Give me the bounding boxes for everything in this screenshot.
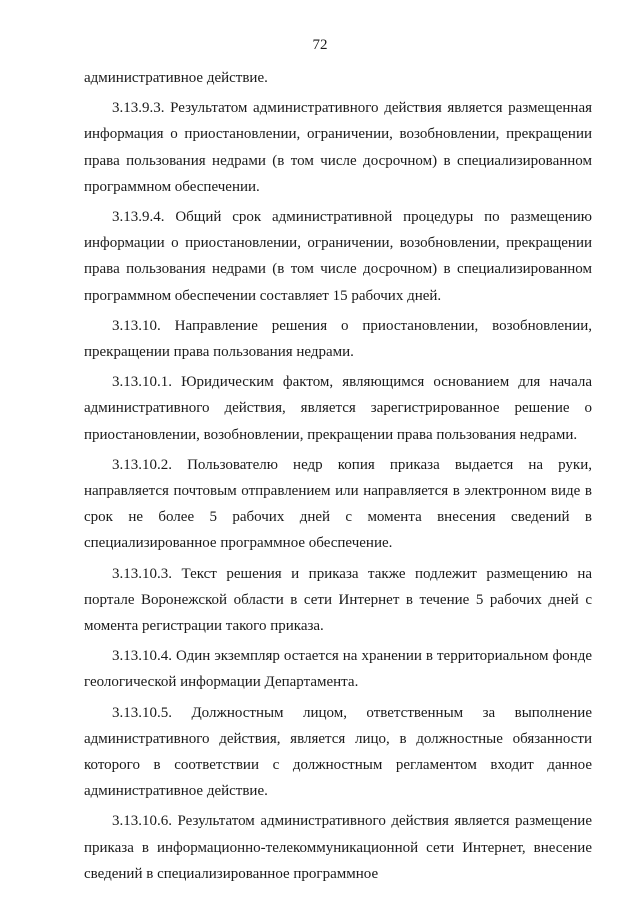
paragraph-3-13-10-5: 3.13.10.5. Должностным лицом, ответственным за выполнение административного действия, является лицо, в должностные обязанности которого в соответствии с должностным регламентом входит данное административное действие. (84, 704, 592, 800)
paragraph-3-13-10-2: 3.13.10.2. Пользователю недр копия приказа выдается на руки, направляется почтовым отправлением или направляется в электронном виде в срок не более 5 рабочих дней с момента внесения сведений в специализированное программное обеспечение. (84, 456, 592, 552)
document-body (84, 65, 592, 887)
paragraph-3-13-10-1: 3.13.10.1. Юридическим фактом, являющимся основанием для начала административного действия, является зарегистрированное решение о приостановлении, возобновлении, прекращении права пользования недрами. (84, 374, 592, 443)
paragraph-continuation: административное действие. (84, 70, 268, 86)
paragraph-3-13-9-4: 3.13.9.4. Общий срок административной процедуры по размещению информации о приостановлении, ограничении, возобновлении, прекращении права пользования недрами (в том числе досрочном) в специализированном программном обеспечении составляет 15 рабочих дней. (84, 209, 592, 304)
paragraph-3-13-10-4: 3.13.10.4. Один экземпляр остается на хранении в территориальном фонде геологической информации Департамента. (84, 648, 592, 691)
paragraph-3-13-10: 3.13.10. Направление решения о приостановлении, возобновлении, прекращении права пользования недрами. (84, 317, 592, 361)
page-number: 72 (312, 37, 328, 53)
paragraph-3-13-10-6: 3.13.10.6. Результатом административного действия является размещение приказа в информационно-телекоммуникационной сети Интернет, внесение сведений в специализированное программное (84, 813, 592, 882)
paragraph-3-13-9-3: 3.13.9.3. Результатом административного действия является размещенная информация о приостановлении, ограничении, возобновлении, прекращении права пользования недрами (в том числе досрочном) в специализированном программном обеспечении. (84, 100, 592, 195)
paragraph-3-13-10-3: 3.13.10.3. Текст решения и приказа также подлежит размещению на портале Воронежской области в сети Интернет в течение 5 рабочих дней с момента регистрации такого приказа. (84, 565, 592, 635)
